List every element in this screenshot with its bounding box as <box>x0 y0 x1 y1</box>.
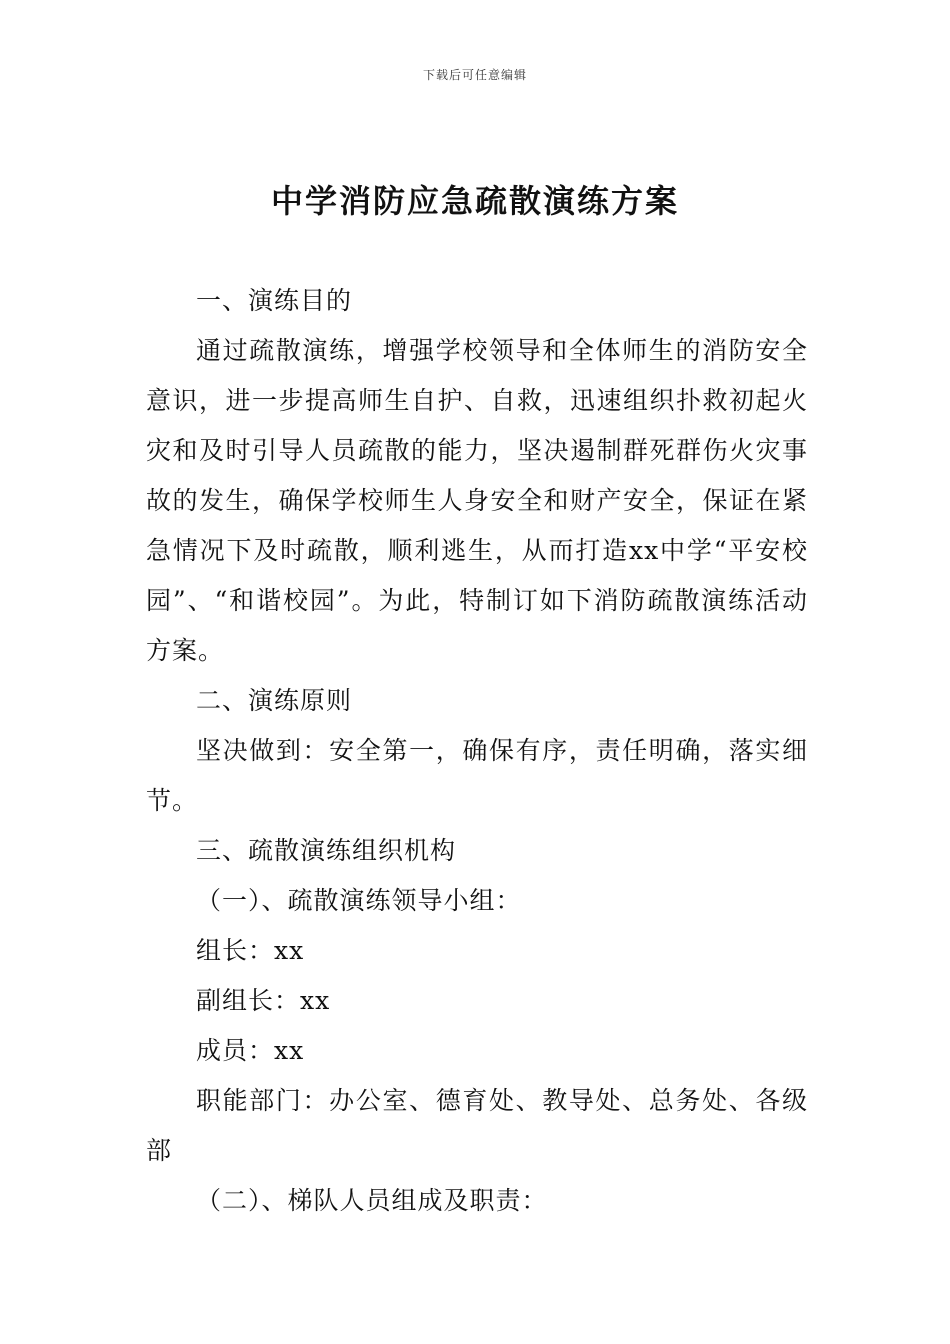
line-deputy-leader: 副组长：xx <box>196 986 331 1015</box>
section-heading-principles: 二、演练原则 <box>196 686 353 715</box>
page-header-note: 下载后可任意编辑 <box>422 68 527 82</box>
section-heading-organization: 三、疏散演练组织机构 <box>196 836 457 865</box>
section-heading-purpose: 一、演练目的 <box>196 286 353 315</box>
document-title: 中学消防应急疏散演练方案 <box>270 182 679 220</box>
subheading-leadership-group: （一）、疏散演练领导小组： <box>196 886 522 915</box>
line-group-leader: 组长：xx <box>196 936 305 965</box>
document-body <box>146 276 808 1226</box>
subheading-echelon-staff: （二）、梯队人员组成及职责： <box>196 1186 548 1215</box>
line-members: 成员：xx <box>196 1036 305 1065</box>
line-departments: 职能部门：办公室、德育处、教导处、总务处、各级部 <box>146 1086 808 1165</box>
paragraph-purpose: 通过疏散演练，增强学校领导和全体师生的消防安全意识，进一步提高师生自护、自救，迅速组织扑救初起火灾和及时引导人员疏散的能力，坚决遏制群死群伤火灾事故的发生，确保学校师生人身安全和财产安全，保证在紧急情况下及时疏散，顺利逃生，从而打造xx中学“平安校园”、“和谐校园”。为此，特制订如下消防疏散演练活动方案。 <box>146 336 808 665</box>
paragraph-principles: 坚决做到：安全第一，确保有序，责任明确，落实细节。 <box>146 736 808 815</box>
